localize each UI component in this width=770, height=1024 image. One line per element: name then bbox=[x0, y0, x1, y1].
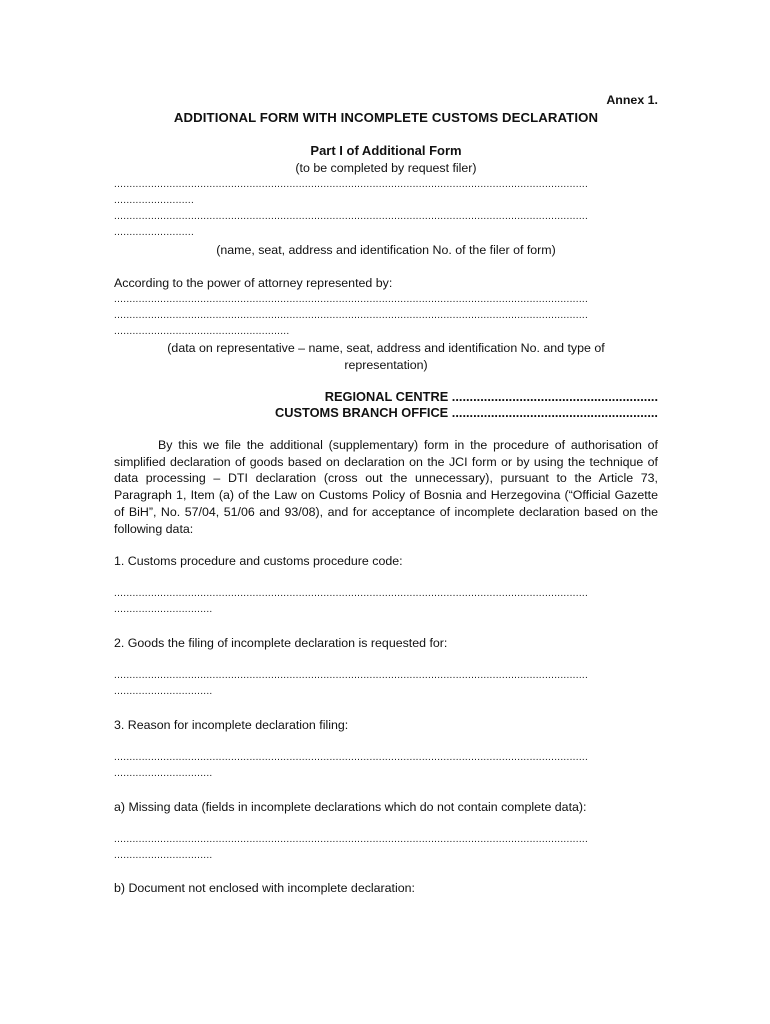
section-3-field-line-2[interactable]: ................................ bbox=[114, 768, 213, 779]
part-note: (to be completed by request filer) bbox=[295, 161, 477, 175]
attorney-field-line-1[interactable]: .......................................................................................................................................................... bbox=[114, 294, 589, 305]
customs-branch-office-field[interactable]: CUSTOMS BRANCH OFFICE .......................................................... bbox=[274, 405, 658, 420]
section-a-label: a) Missing data (fields in incomplete declarations which do not contain complete data): bbox=[114, 800, 587, 814]
annex-label: Annex 1. bbox=[606, 93, 658, 107]
attorney-caption-2: representation) bbox=[344, 358, 428, 372]
body-paragraph: By this we file the additional (supplementary) form in the procedure of authorisation of simplified declaration of goods based on declaration on the JCI form or by using the technique of data processing – DTI declaration (cross out the unnecessary), pursuant to the Article 73, Paragraph 1, Item (a) of the Law on Customs Policy of Bosnia and Herzegovina (“Official Gazette of BiH”, No. 57/04, 51/06 and 93/08), and for acceptance of incomplete declaration based on the following data: bbox=[114, 438, 658, 536]
filer-field-line-4[interactable]: .......................... bbox=[114, 227, 195, 238]
section-2-field-line-1[interactable]: .......................................................................................................................................................... bbox=[114, 670, 589, 681]
section-2-field-line-2[interactable]: ................................ bbox=[114, 686, 213, 697]
section-a-field-line-2[interactable]: ................................ bbox=[114, 850, 213, 861]
section-1-field-line-2[interactable]: ................................ bbox=[114, 604, 213, 615]
attorney-label: According to the power of attorney represented by: bbox=[114, 276, 393, 290]
section-1-field-line-1[interactable]: .......................................................................................................................................................... bbox=[114, 588, 589, 599]
section-2-label: 2. Goods the filing of incomplete declaration is requested for: bbox=[114, 636, 448, 650]
form-page bbox=[114, 0, 658, 1024]
part-heading: Part I of Additional Form bbox=[310, 143, 462, 158]
section-3-field-line-1[interactable]: .......................................................................................................................................................... bbox=[114, 752, 589, 763]
filer-caption: (name, seat, address and identification No. of the filer of form) bbox=[216, 243, 556, 257]
filer-field-line-2[interactable]: .......................... bbox=[114, 195, 195, 206]
section-b-label: b) Document not enclosed with incomplete declaration: bbox=[114, 881, 415, 895]
section-a-field-line-1[interactable]: .......................................................................................................................................................... bbox=[114, 834, 589, 845]
attorney-field-line-2[interactable]: .......................................................................................................................................................... bbox=[114, 310, 589, 321]
attorney-field-line-3[interactable]: ......................................................... bbox=[114, 326, 290, 337]
form-title: ADDITIONAL FORM WITH INCOMPLETE CUSTOMS DECLARATION bbox=[173, 110, 599, 125]
filer-field-line-3[interactable]: .......................................................................................................................................................... bbox=[114, 211, 589, 222]
section-3-label: 3. Reason for incomplete declaration filing: bbox=[114, 718, 349, 732]
section-1-label: 1. Customs procedure and customs procedure code: bbox=[114, 554, 403, 568]
filer-field-line-1[interactable]: .......................................................................................................................................................... bbox=[114, 179, 589, 190]
attorney-caption-1: (data on representative – name, seat, address and identification No. and type of bbox=[167, 341, 605, 355]
regional-centre-field[interactable]: REGIONAL CENTRE .......................................................... bbox=[324, 389, 658, 404]
